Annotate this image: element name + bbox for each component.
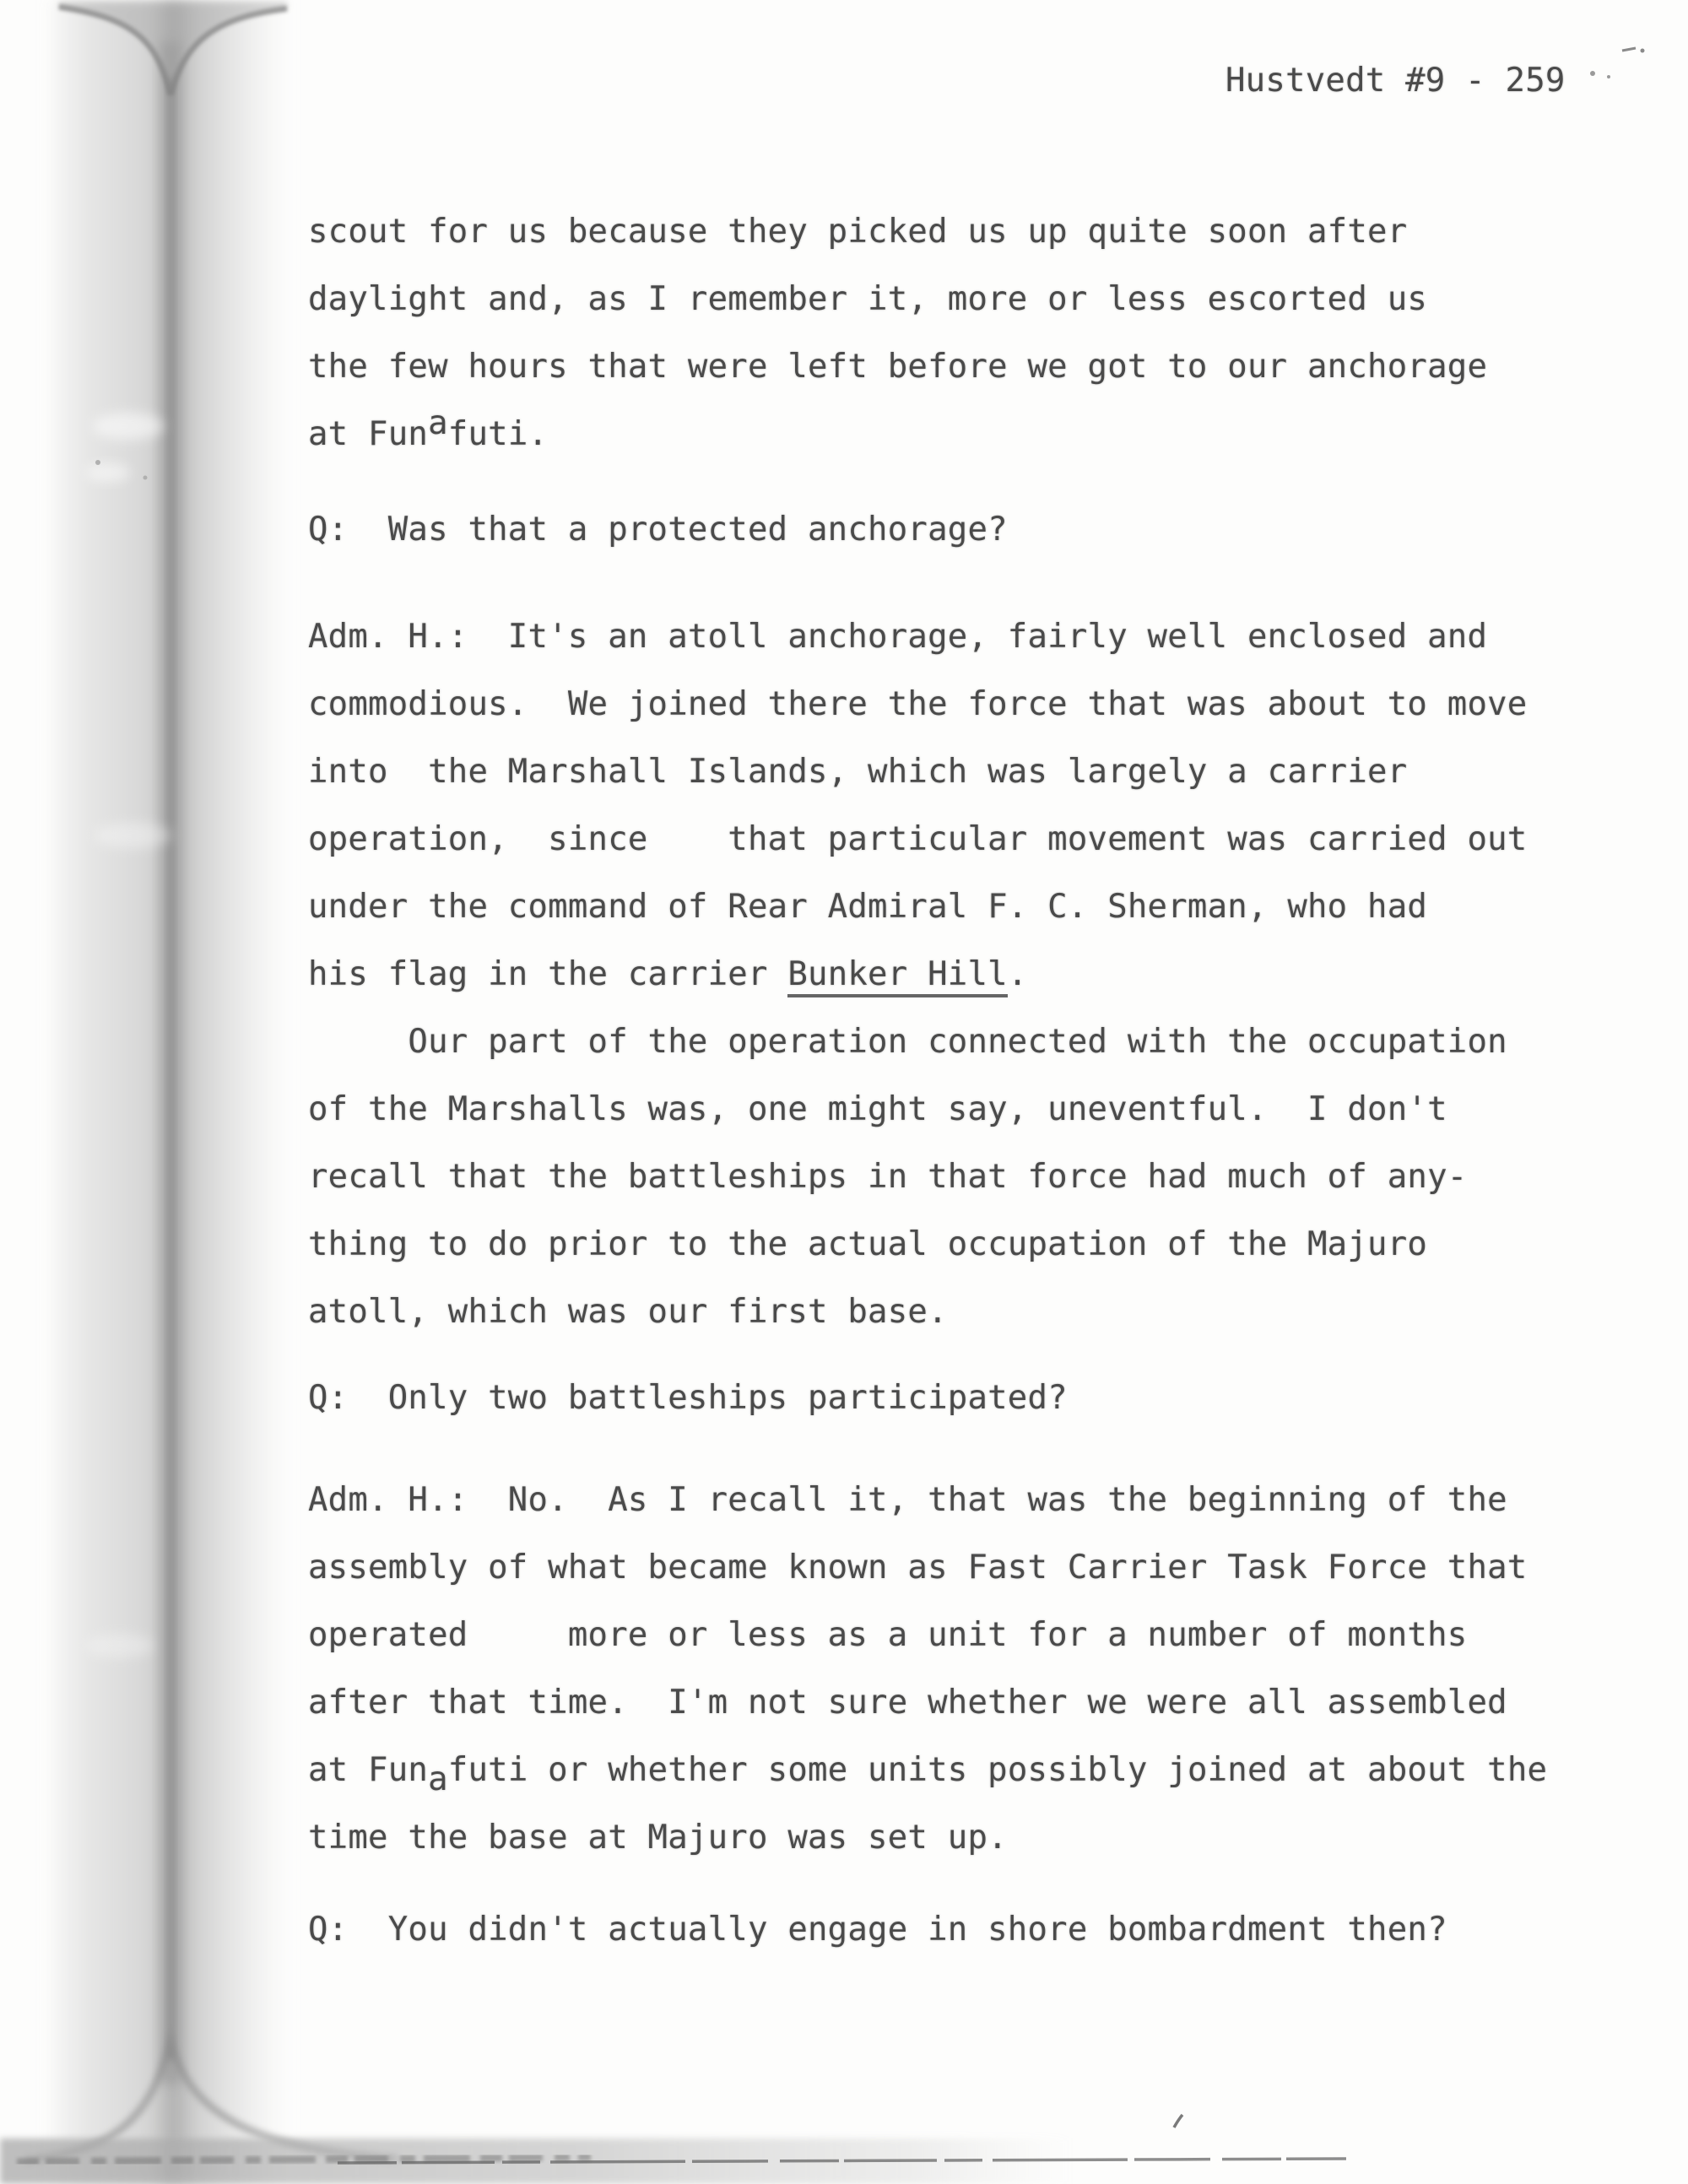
transcript-line: daylight and, as I remember it, more or less escorted us [308, 280, 1428, 318]
speck [1607, 75, 1610, 78]
speck [1174, 2115, 1182, 2127]
transcript-line: the few hours that were left before we got to our anchorage [308, 348, 1488, 386]
transcript-line: commodious. We joined there the force that was about to move [308, 685, 1528, 723]
transcript-line: atoll, which was our first base. [308, 1293, 948, 1331]
transcript-line: recall that the battleships in that force had much of any- [308, 1158, 1468, 1196]
text-segment: his flag in the carrier [308, 955, 788, 993]
transcript-line: Our part of the operation connected with the occupation [308, 1023, 1507, 1061]
transcript-line [308, 941, 1527, 1008]
question-3 [308, 1896, 1447, 1964]
transcript-line: scout for us because they picked us up quite soon after [308, 213, 1408, 251]
question-2 [308, 1365, 1068, 1432]
transcript-line: operated more or less as a unit for a number of months [308, 1616, 1468, 1654]
page-header: Hustvedt #9 - 259 [1225, 62, 1566, 100]
paragraph-continuation [308, 198, 1487, 468]
transcript-line: of the Marshalls was, one might say, uneventful. I don't [308, 1090, 1447, 1128]
top-curl-wedge [59, 7, 287, 95]
transcript-line: operation, since that particular movement was carried out [308, 820, 1528, 858]
answer-2 [308, 1467, 1547, 1872]
transcript-line: into the Marshall Islands, which was largely a carrier [308, 753, 1408, 791]
transcript-line: time the base at Majuro was set up. [308, 1819, 1008, 1857]
transcript-line: assembly of what became known as Fast Carrier Task Force that [308, 1549, 1528, 1587]
text-segment: futi or whether some units possibly joined at about the [447, 1751, 1548, 1789]
transcript-line [308, 401, 1487, 468]
raised-letter: a [428, 404, 448, 442]
spine-core-line [160, 42, 181, 2084]
text-segment: . [1007, 955, 1028, 993]
bottom-curl-flare [25, 2042, 397, 2160]
transcript-line: after that time. I'm not sure whether we were all assembled [308, 1684, 1507, 1722]
transcript-line [308, 1737, 1547, 1804]
transcript-line: Q: You didn't actually engage in shore bombardment then? [308, 1911, 1447, 1949]
transcript-line: Q: Only two battleships participated? [308, 1379, 1068, 1417]
answer-1-paragraph-2 [308, 1008, 1507, 1346]
transcript-line: under the command of Rear Admiral F. C. Sherman, who had [308, 888, 1428, 926]
transcript-line: Adm. H.: It's an atoll anchorage, fairly well enclosed and [308, 618, 1488, 656]
transcript-line: thing to do prior to the actual occupation of the Majuro [308, 1225, 1428, 1263]
speck [1590, 71, 1595, 76]
question-1 [308, 496, 1008, 564]
text-segment: futi. [447, 415, 549, 453]
bottom-shadow-strip [0, 2138, 1072, 2184]
ship-name-underlined: Bunker Hill [787, 955, 1007, 997]
bottom-edge-line [338, 2159, 1346, 2163]
text-segment: at Fun [308, 1751, 429, 1789]
speck [1641, 49, 1645, 53]
lowered-letter: a [428, 1760, 448, 1798]
transcript-line: Q: Was that a protected anchorage? [308, 511, 1008, 549]
speck [1622, 48, 1636, 51]
transcript-line: Adm. H.: No. As I recall it, that was the beginning of the [308, 1481, 1507, 1519]
answer-1 [308, 603, 1527, 1008]
left-scan-band [44, 0, 293, 2184]
text-segment: at Fun [308, 415, 429, 453]
